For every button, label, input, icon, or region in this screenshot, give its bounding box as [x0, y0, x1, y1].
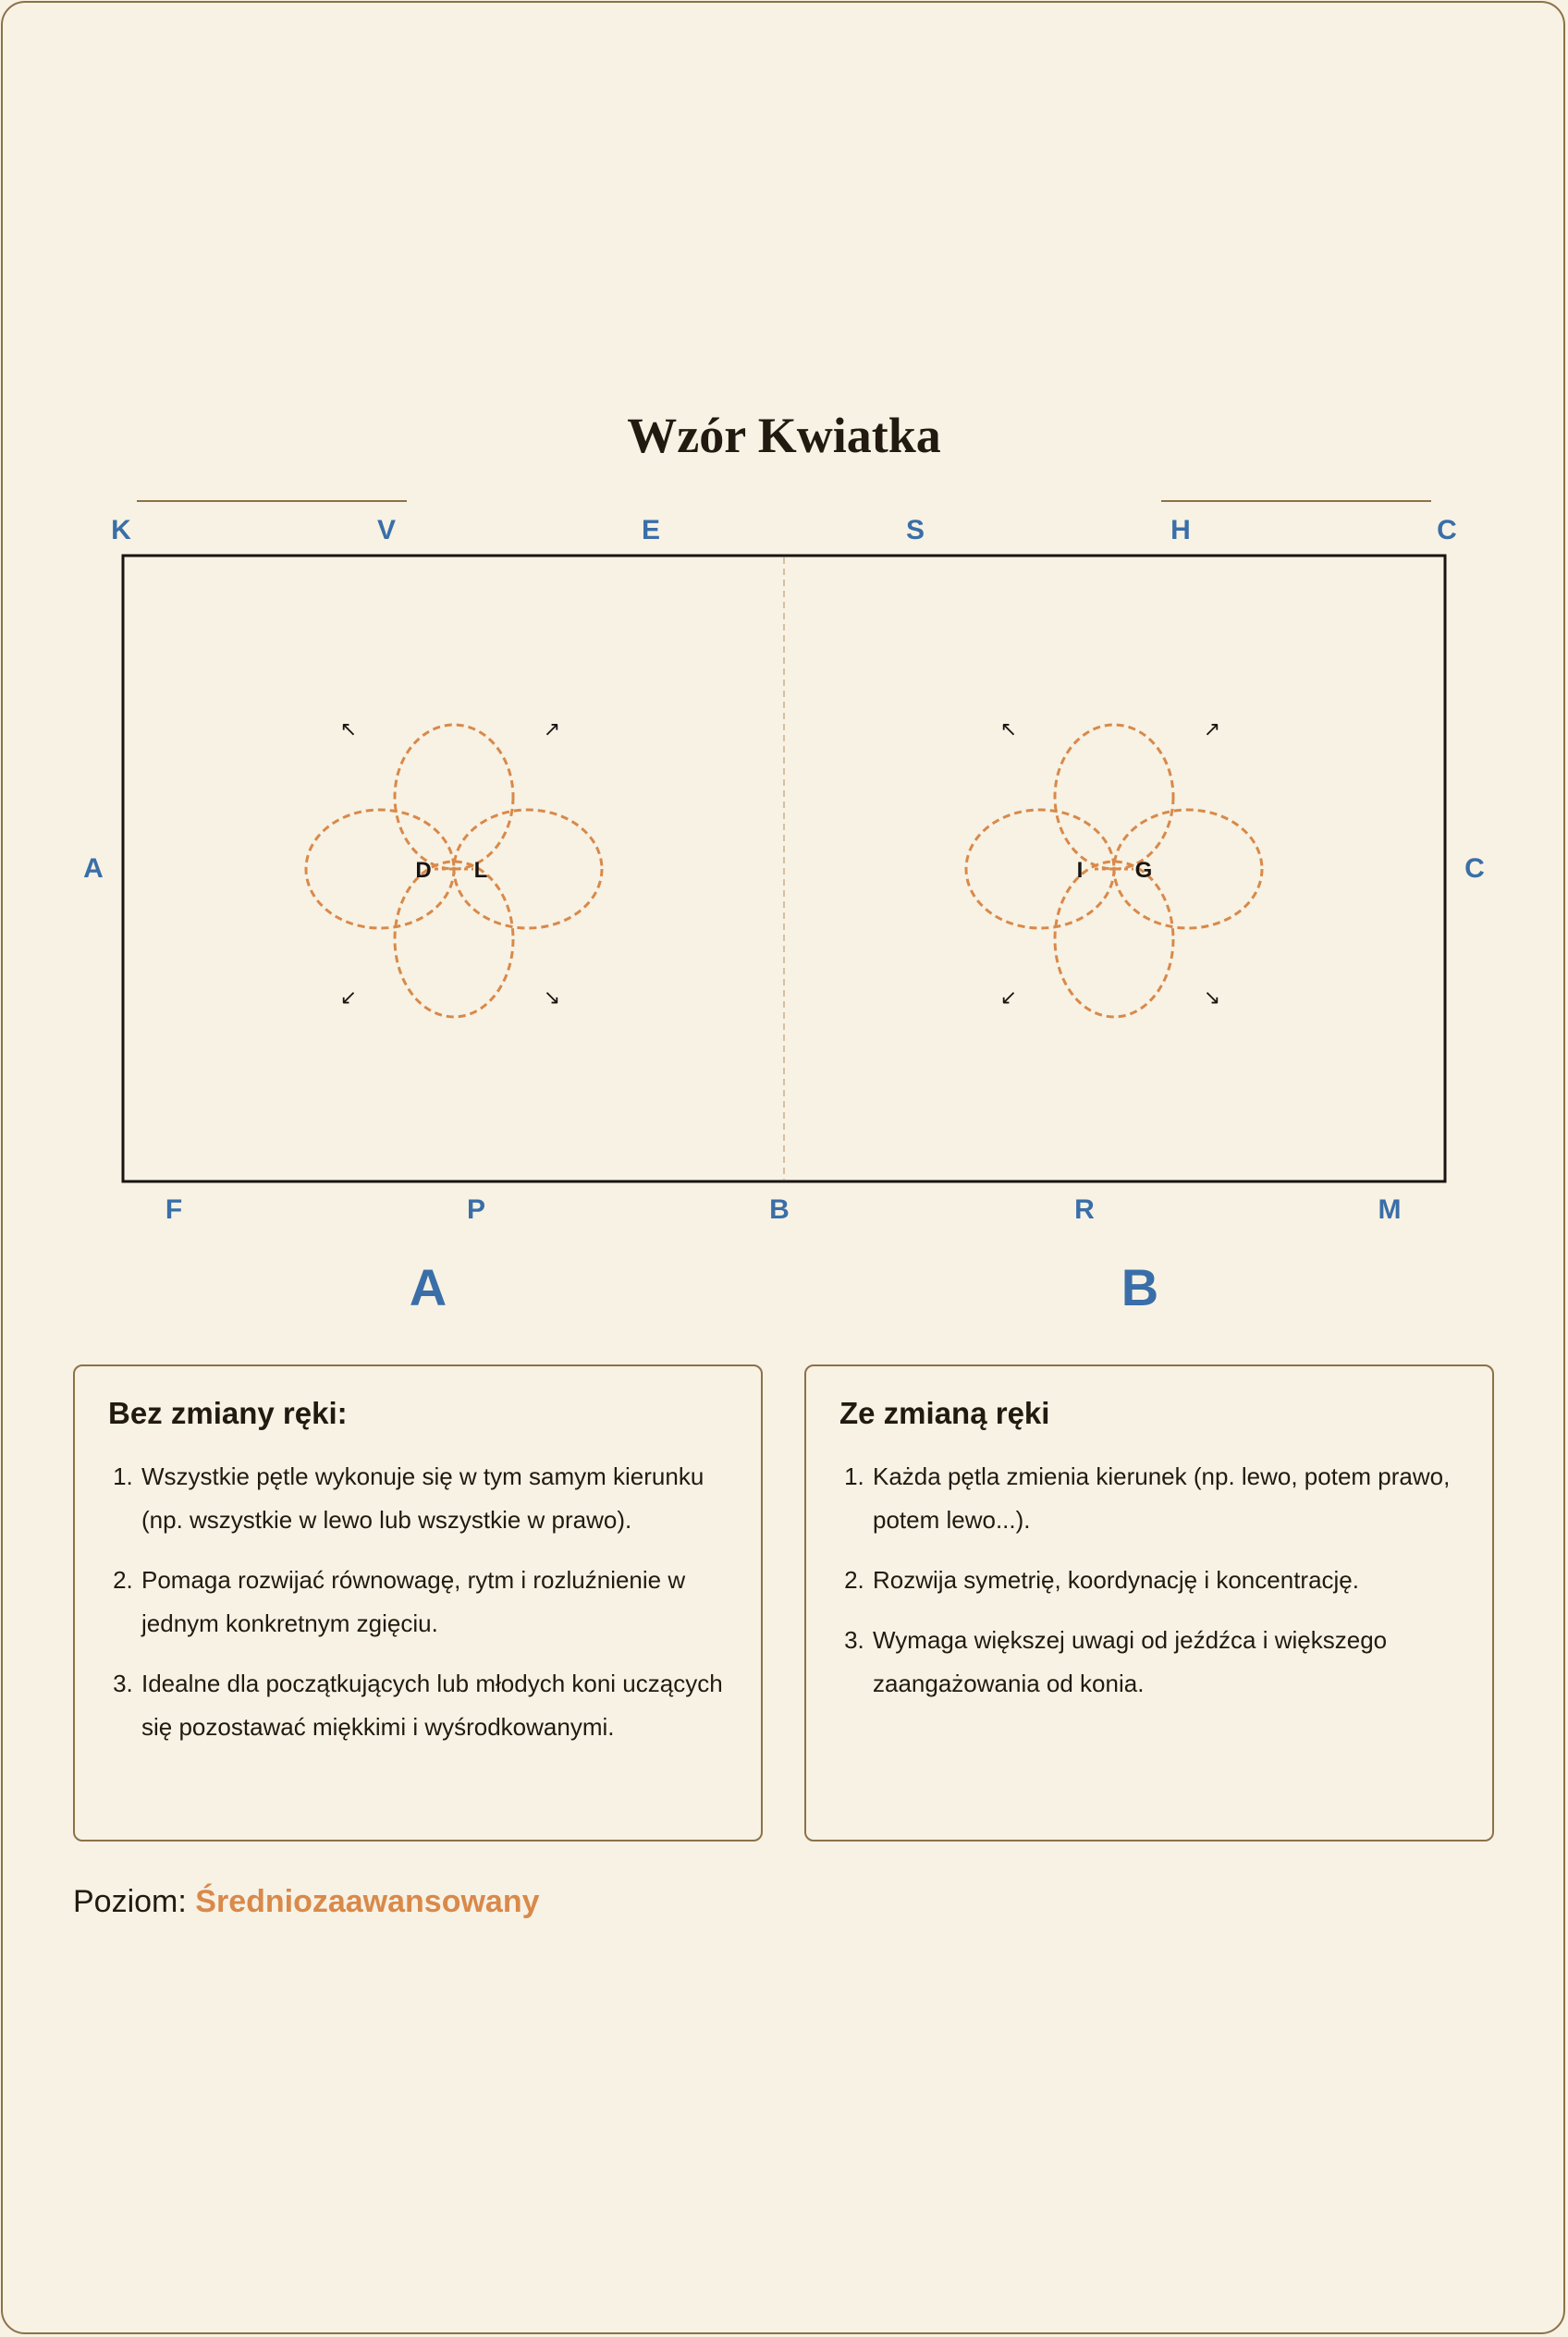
center-letter-left: D: [415, 858, 432, 883]
marker-bottom: R: [1074, 1194, 1095, 1225]
list-item: 3. Wymaga większej uwagi od jeźdźca i większego zaangażowania od konia.: [871, 1619, 1459, 1706]
marker-top: H: [1170, 515, 1191, 545]
loop-top: [395, 725, 513, 869]
side-label-a: A: [409, 1258, 447, 1316]
loop-bottom: [1055, 862, 1173, 1017]
arrow-down-right-icon: ↘: [543, 986, 561, 1009]
flower-pattern-b: [966, 718, 1262, 1017]
level-line: [73, 1884, 540, 1920]
marker-right: C: [1464, 853, 1485, 884]
arrow-up-left-icon: ↖: [339, 718, 358, 741]
marker-top: K: [111, 515, 131, 545]
center-letter-left: I: [1076, 858, 1084, 883]
box-list: [108, 1455, 728, 1749]
center-letter-right: G: [1134, 858, 1153, 883]
info-box-with-change: [804, 1364, 1494, 1841]
arena-diagram: [0, 481, 1568, 1331]
box-list: [839, 1455, 1459, 1706]
level-label: Poziom:: [73, 1884, 187, 1919]
loop-top: [1055, 725, 1173, 869]
center-letter-right: L: [473, 858, 488, 883]
list-item: 1. Wszystkie pętle wykonuje się w tym samym kierunku (np. wszystkie w lewo lub wszystkie w prawo).: [140, 1455, 728, 1542]
arrow-up-right-icon: ↗: [543, 718, 561, 741]
page-title: Wzór Kwiatka: [627, 408, 941, 463]
marker-top: C: [1437, 515, 1457, 545]
marker-bottom: B: [769, 1194, 790, 1225]
marker-left: A: [83, 853, 104, 884]
box-heading: Ze zmianą ręki: [839, 1396, 1050, 1430]
list-item: 2. Rozwija symetrię, koordynację i koncentrację.: [871, 1559, 1459, 1602]
info-box-without-change: [73, 1364, 763, 1841]
arrow-up-right-icon: ↗: [1203, 718, 1221, 741]
loop-left: [306, 810, 454, 928]
flower-pattern-a: [306, 718, 602, 1017]
marker-top: S: [905, 515, 925, 545]
level-value: Średniozaawansowany: [195, 1884, 540, 1919]
marker-bottom: F: [165, 1194, 183, 1225]
arrow-down-left-icon: ↙: [999, 986, 1018, 1009]
side-label-b: B: [1121, 1258, 1159, 1316]
marker-top: V: [376, 515, 397, 545]
loop-bottom: [395, 862, 513, 1017]
loop-left: [966, 810, 1114, 928]
list-item: 2. Pomaga rozwijać równowagę, rytm i rozluźnienie w jednym konkretnym zgięciu.: [140, 1559, 728, 1646]
box-heading: Bez zmiany ręki:: [108, 1396, 348, 1430]
arrow-up-left-icon: ↖: [999, 718, 1018, 741]
marker-bottom: P: [466, 1194, 486, 1225]
arrow-down-right-icon: ↘: [1203, 986, 1221, 1009]
list-item: 1. Każda pętla zmienia kierunek (np. lewo, potem prawo, potem lewo...).: [871, 1455, 1459, 1542]
marker-bottom: M: [1378, 1194, 1402, 1225]
list-item: 3. Idealne dla początkujących lub młodych koni uczących się pozostawać miękkimi i wyśrodkowanymi.: [140, 1662, 728, 1749]
marker-top: E: [641, 515, 661, 545]
arrow-down-left-icon: ↙: [339, 986, 358, 1009]
